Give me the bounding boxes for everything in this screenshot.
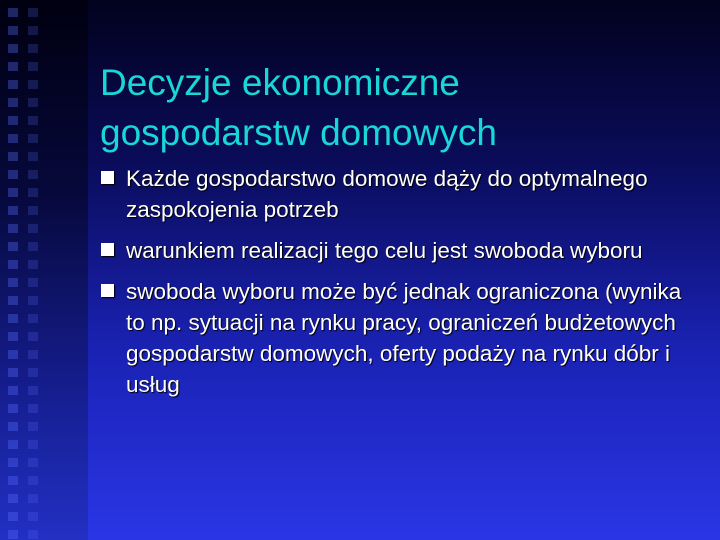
decorative-square [28, 134, 38, 143]
decorative-square [8, 80, 18, 89]
decorative-square [8, 62, 18, 71]
decorative-square [8, 152, 18, 161]
decorative-square [28, 404, 38, 413]
decorative-square [8, 404, 18, 413]
bullet-item [100, 163, 705, 225]
decorative-square [28, 152, 38, 161]
decorative-square [8, 170, 18, 179]
decorative-square [28, 494, 38, 503]
decorative-square [28, 476, 38, 485]
decorative-square [28, 296, 38, 305]
decorative-square [8, 386, 18, 395]
decorative-square [8, 98, 18, 107]
decorative-square [8, 26, 18, 35]
decorative-square [8, 134, 18, 143]
decorative-square [28, 62, 38, 71]
decorative-square [28, 512, 38, 521]
decorative-square [28, 188, 38, 197]
decorative-square [28, 440, 38, 449]
decorative-square [28, 44, 38, 53]
decorative-square [8, 350, 18, 359]
decorative-square [8, 44, 18, 53]
decorative-square [28, 458, 38, 467]
decorative-square [28, 422, 38, 431]
decorative-square [8, 494, 18, 503]
decorative-left-strip [0, 0, 88, 540]
decorative-square [28, 26, 38, 35]
decorative-square [8, 188, 18, 197]
bullet-item [100, 235, 705, 266]
bullet-item [100, 276, 705, 400]
decorative-square [28, 80, 38, 89]
decorative-square [8, 458, 18, 467]
decorative-square [8, 530, 18, 539]
decorative-square [28, 260, 38, 269]
decorative-square [8, 314, 18, 323]
decorative-square [8, 296, 18, 305]
decorative-square [28, 170, 38, 179]
decorative-square [8, 260, 18, 269]
decorative-square [8, 476, 18, 485]
decorative-square [8, 242, 18, 251]
title-line-1: Decyzje ekonomiczne [100, 62, 460, 103]
decorative-square [28, 332, 38, 341]
slide-title [100, 58, 700, 158]
decorative-square [28, 242, 38, 251]
decorative-square [28, 350, 38, 359]
decorative-square [28, 368, 38, 377]
decorative-square [8, 440, 18, 449]
bullet-text: Każde gospodarstwo domowe dąży do optymalnego zaspokojenia potrzeb [126, 166, 648, 222]
decorative-square [8, 332, 18, 341]
decorative-square [8, 206, 18, 215]
decorative-square [28, 224, 38, 233]
decorative-square [28, 8, 38, 17]
decorative-square [8, 512, 18, 521]
decorative-square [28, 314, 38, 323]
bullet-list [100, 163, 705, 410]
decorative-square [28, 98, 38, 107]
decorative-square [28, 206, 38, 215]
decorative-square [28, 116, 38, 125]
decorative-square [8, 368, 18, 377]
decorative-square [28, 530, 38, 539]
decorative-square [8, 422, 18, 431]
title-line-2: gospodarstw domowych [100, 112, 497, 153]
decorative-square [8, 116, 18, 125]
decorative-square [8, 278, 18, 287]
square-bullet-icon [101, 171, 114, 184]
bullet-text: warunkiem realizacji tego celu jest swoboda wyboru [126, 238, 643, 263]
decorative-square [8, 224, 18, 233]
decorative-square [28, 278, 38, 287]
square-bullet-icon [101, 284, 114, 297]
decorative-square [28, 386, 38, 395]
bullet-text: swoboda wyboru może być jednak ograniczona (wynika to np. sytuacji na rynku pracy, ograniczeń budżetowych gospodarstw domowych, oferty podaży na rynku dóbr i usług [126, 279, 682, 397]
decorative-square [8, 8, 18, 17]
square-bullet-icon [101, 243, 114, 256]
